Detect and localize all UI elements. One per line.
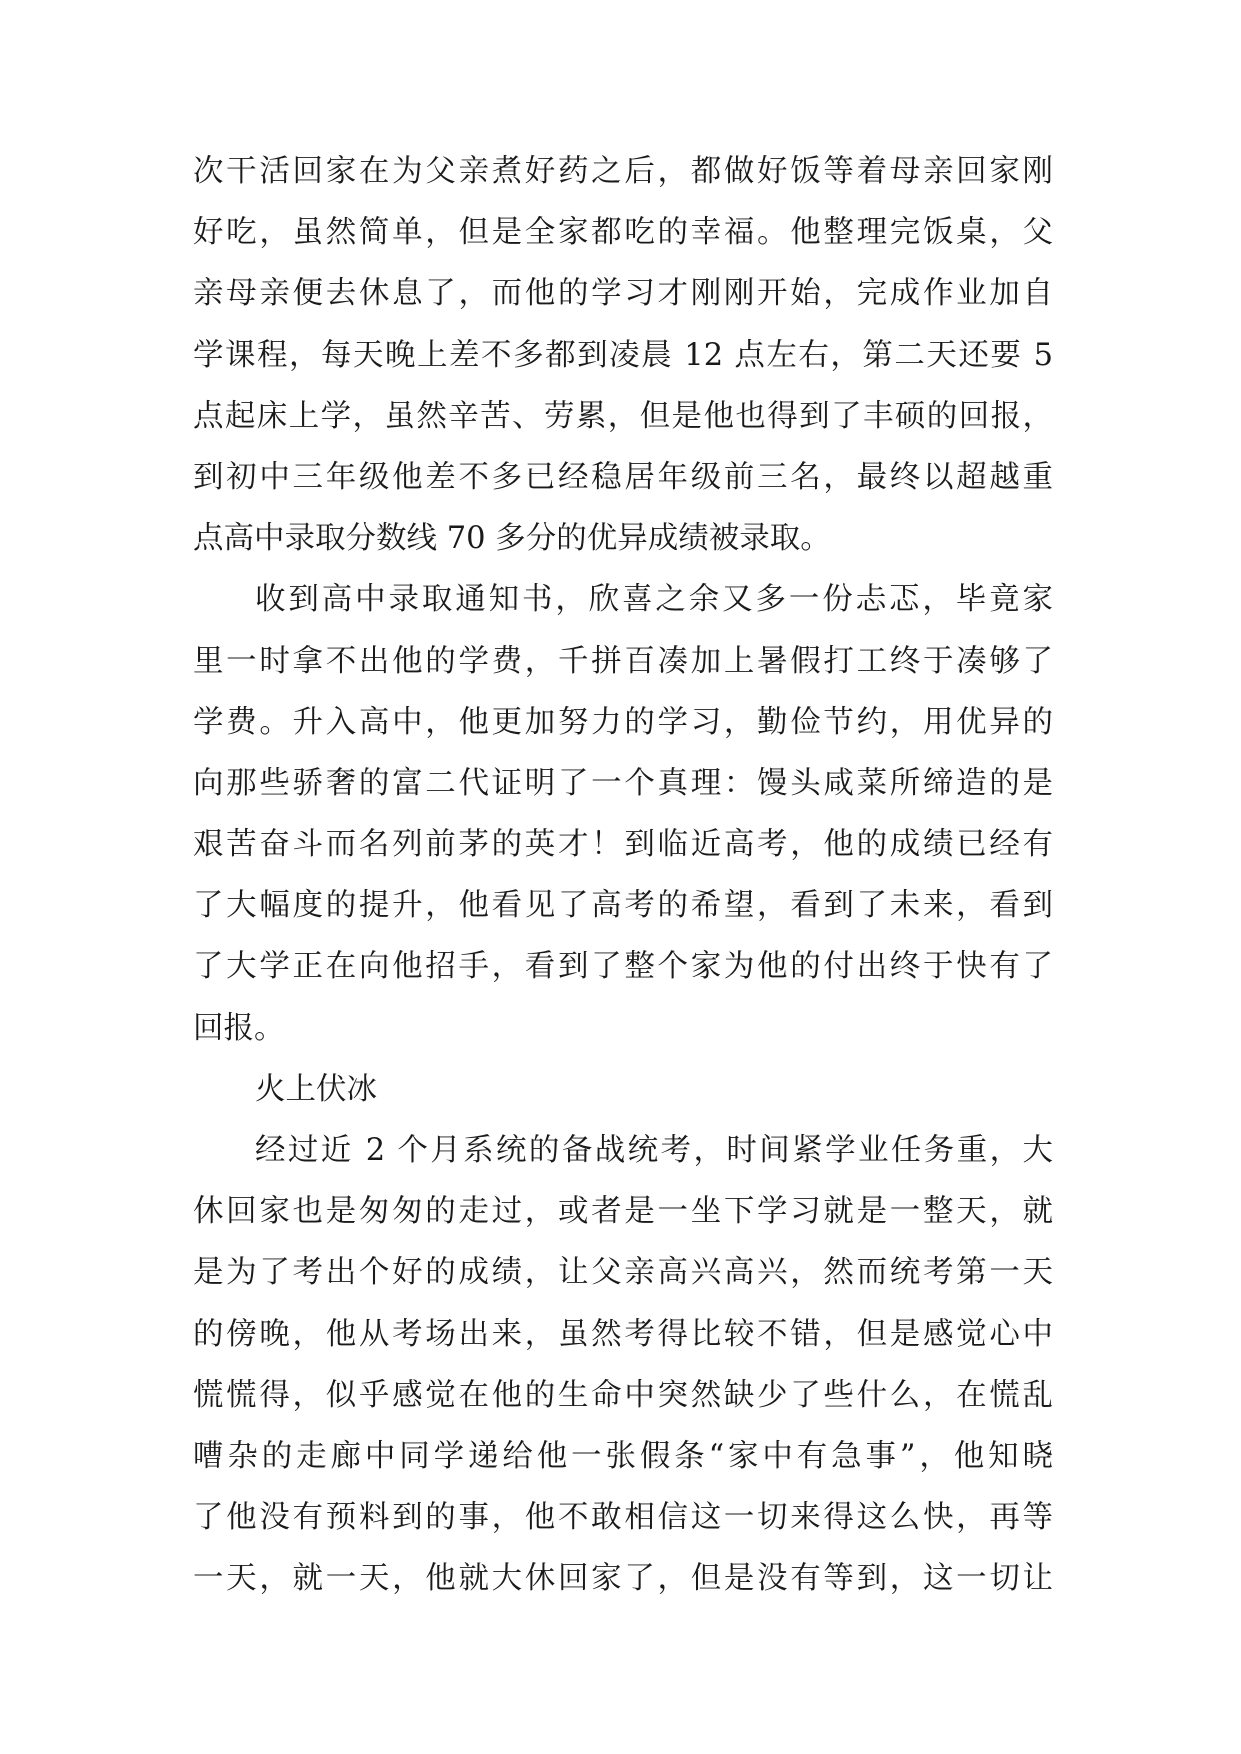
text-line: 的傍晚，他从考场出来，虽然考得比较不错，但是感觉心中 — [193, 1316, 1053, 1352]
text-line: 是为了考出个好的成绩，让父亲高兴高兴，然而统考第一天 — [193, 1255, 1053, 1291]
paragraph — [193, 1120, 1053, 1610]
text-line: 向那些骄奢的富二代证明了一个真理：馒头咸菜所缔造的是 — [193, 765, 1053, 801]
text-line: 好吃，虽然简单，但是全家都吃的幸福。他整理完饭桌，父 — [193, 215, 1053, 251]
text-line: 次干活回家在为父亲煮好药之后，都做好饭等着母亲回家刚 — [193, 154, 1053, 189]
paragraph-continuation — [193, 141, 1053, 569]
text-line: 收到高中录取通知书，欣喜之余又多一份忐忑，毕竟家 — [255, 582, 1053, 618]
paragraph — [193, 569, 1053, 1059]
text-line: 艰苦奋斗而名列前茅的英才！到临近高考，他的成绩已经有 — [193, 827, 1053, 863]
text-line: 学课程，每天晚上差不多都到凌晨 12 点左右，第二天还要 5 — [193, 337, 1053, 373]
text-line: 经过近 2 个月系统的备战统考，时间紧学业任务重，大 — [255, 1133, 1053, 1168]
text-line: 休回家也是匆匆的走过，或者是一坐下学习就是一整天，就 — [193, 1194, 1053, 1230]
text-line: 嘈杂的走廊中同学递给他一张假条“家中有急事”，他知晓 — [193, 1438, 1053, 1474]
section-heading — [193, 1059, 1053, 1120]
text-line: 了大学正在向他招手，看到了整个家为他的付出终于快有了 — [193, 949, 1053, 985]
text-line: 一天，就一天，他就大休回家了，但是没有等到，这一切让 — [193, 1561, 1053, 1597]
text-line: 回报。 — [193, 1010, 285, 1046]
body-text — [193, 141, 1053, 1610]
text-line: 了他没有预料到的事，他不敢相信这一切来得这么快，再等 — [193, 1500, 1053, 1536]
text-line: 学费。升入高中，他更加努力的学习，勤俭节约，用优异的 — [193, 704, 1053, 740]
text-line: 了大幅度的提升，他看见了高考的希望，看到了未来，看到 — [193, 888, 1053, 924]
text-line: 点起床上学，虽然辛苦、劳累，但是他也得到了丰硕的回报， — [193, 398, 1053, 434]
section-heading-text: 火上伏冰 — [255, 1071, 377, 1107]
text-line: 慌慌得，似乎感觉在他的生命中突然缺少了些什么，在慌乱 — [193, 1377, 1053, 1413]
text-line: 点高中录取分数线 70 多分的优异成绩被录取。 — [193, 521, 831, 557]
text-line: 亲母亲便去休息了，而他的学习才刚刚开始，完成作业加自 — [193, 276, 1053, 312]
text-line: 里一时拿不出他的学费，千拼百凑加上暑假打工终于凑够了 — [193, 643, 1053, 679]
text-line: 到初中三年级他差不多已经稳居年级前三名，最终以超越重 — [193, 459, 1053, 495]
